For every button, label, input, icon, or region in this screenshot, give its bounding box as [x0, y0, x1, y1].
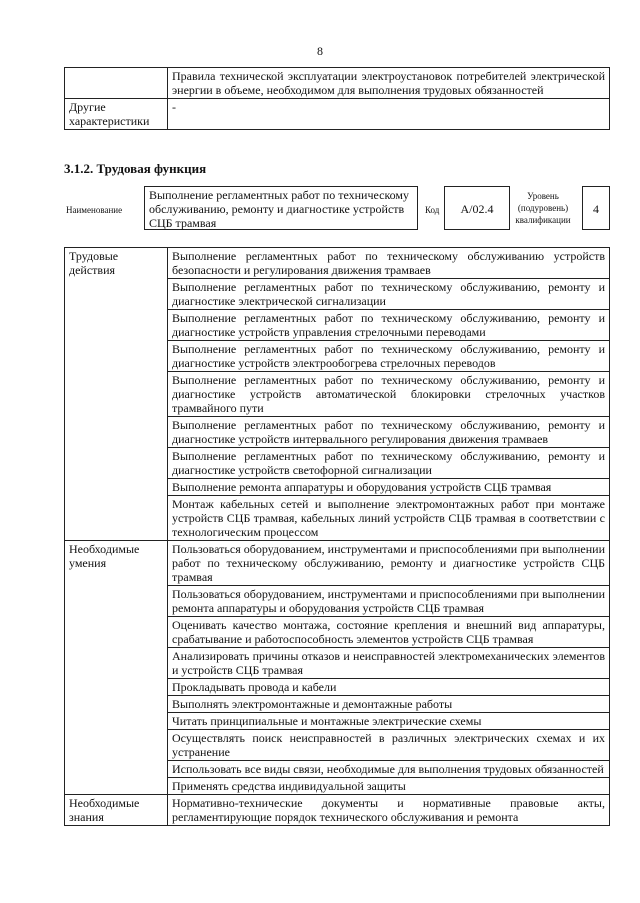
top-table [64, 67, 610, 130]
section-item: Читать принципиальные и монтажные электрические схемы [168, 713, 610, 730]
section-item: Выполнение регламентных работ по техническому обслуживанию, ремонту и диагностике электрической сигнализации [168, 279, 610, 310]
section-label: Трудовые действия [65, 248, 168, 541]
code-label: Код [425, 205, 440, 215]
row-text: Правила технической эксплуатации электроустановок потребителей электрической энергии в объеме, необходимом для выполнения трудовых обязанностей [168, 68, 610, 99]
section-item: Применять средства индивидуальной защиты [168, 778, 610, 795]
section-item: Выполнение регламентных работ по техническому обслуживанию, ремонту и диагностике устройств светофорной сигнализации [168, 448, 610, 479]
section-item: Выполнение регламентных работ по техническому обслуживанию устройств безопасности и регулирования движения трамваев [168, 248, 610, 279]
function-code: A/02.4 [444, 186, 510, 230]
section-item: Прокладывать провода и кабели [168, 679, 610, 696]
section-heading: 3.1.2. Трудовая функция [64, 161, 207, 176]
section-item: Выполнение регламентных работ по техническому обслуживанию, ремонту и диагностике устройств электрообогрева стрелочных переводов [168, 341, 610, 372]
table-row [65, 99, 610, 130]
section-item: Осуществлять поиск неисправностей в различных электрических схемах и их устранение [168, 730, 610, 761]
section-item: Использовать все виды связи, необходимые для выполнения трудовых обязанностей [168, 761, 610, 778]
table-row [65, 795, 610, 826]
name-label: Наименование [66, 205, 123, 215]
section-item: Выполнение ремонта аппаратуры и оборудования устройств СЦБ трамвая [168, 479, 610, 496]
row-label: Другие характеристики [65, 99, 168, 130]
section-label: Необходимые умения [65, 541, 168, 795]
row-text: - [168, 99, 610, 130]
section-item: Выполнение регламентных работ по техническому обслуживанию, ремонту и диагностике устройств интервального регулирования движения трамваев [168, 417, 610, 448]
table-row [65, 541, 610, 586]
section-item: Анализировать причины отказов и неисправностей электромеханических элементов и устройств СЦБ трамвая [168, 648, 610, 679]
function-table [64, 247, 610, 826]
qualification-level: 4 [582, 186, 610, 230]
section-item: Монтаж кабельных сетей и выполнение электромонтажных работ при монтаже устройств СЦБ трамвая, кабельных линий устройств СЦБ трамвая в соответствии с технологическим процессом [168, 496, 610, 541]
function-name: Выполнение регламентных работ по техническому обслуживанию, ремонту и диагностике устройств СЦБ трамвая [144, 186, 418, 230]
page-number: 8 [317, 44, 323, 58]
section-item: Выполнять электромонтажные и демонтажные работы [168, 696, 610, 713]
table-row [65, 68, 610, 99]
row-label [65, 68, 168, 99]
level-label: Уровень (подуровень) квалификации [515, 191, 571, 225]
section-item: Выполнение регламентных работ по техническому обслуживанию, ремонту и диагностике устройств управления стрелочными переводами [168, 310, 610, 341]
section-item: Пользоваться оборудованием, инструментами и приспособлениями при выполнении работ по техническому обслуживанию, ремонту и диагностике устройств СЦБ трамвая [168, 541, 610, 586]
section-item: Нормативно-технические документы и нормативные правовые акты, регламентирующие порядок технического обслуживания и ремонта [168, 795, 610, 826]
section-label: Необходимые знания [65, 795, 168, 826]
section-item: Оценивать качество монтажа, состояние крепления и внешний вид аппаратуры, срабатывание и работоспособность элементов устройств СЦБ трамвая [168, 617, 610, 648]
table-row [65, 248, 610, 279]
section-item: Пользоваться оборудованием, инструментами и приспособлениями при выполнении ремонта аппаратуры и оборудования устройств СЦБ трамвая [168, 586, 610, 617]
section-item: Выполнение регламентных работ по техническому обслуживанию, ремонту и диагностике устройств автоматической блокировки стрелочных участков трамвайного пути [168, 372, 610, 417]
